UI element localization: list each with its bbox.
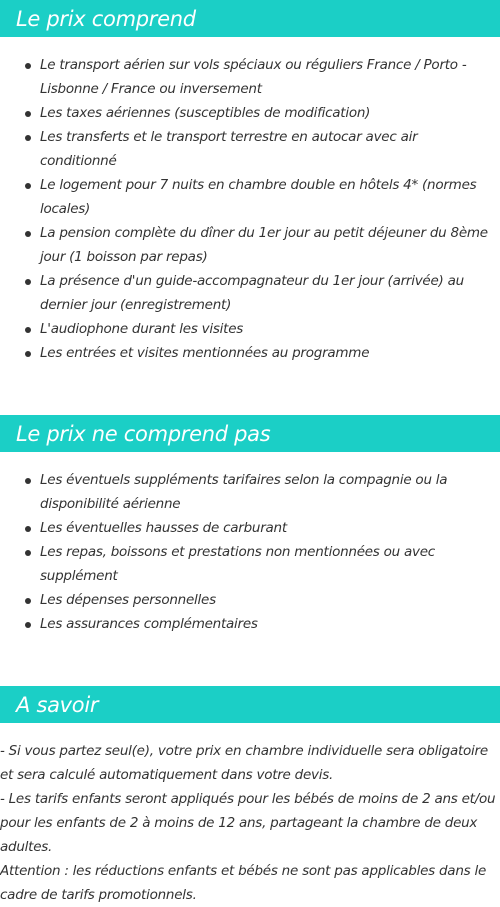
bullet-icon [25,478,31,484]
paragraph: - Les tarifs enfants seront appliqués pour les bébés de moins de 2 ans et/ou pour les enfants de 2 à moins de 12 ans, partageant la chambre de deux adultes. [0,791,496,855]
list-item: Le logement pour 7 nuits en chambre double en hôtels 4* (normes locales) [0,173,500,221]
list-prix-ne-comprend [0,468,500,636]
section-title: Le prix ne comprend pas [16,421,271,446]
list-prix-comprend [0,53,500,365]
bullet-icon [25,550,31,556]
paragraph: Attention : les réductions enfants et bébés ne sont pas applicables dans le cadre de tarifs promotionnels. [0,863,487,903]
section-header-prix-comprend [0,0,500,37]
section-header-a-savoir [0,686,500,723]
list-item: La présence d'un guide-accompagnateur du 1er jour (arrivée) au dernier jour (enregistrement) [0,269,500,317]
section-title: Le prix comprend [16,6,196,31]
list-item: Les dépenses personnelles [0,588,500,612]
list-item: Les éventuelles hausses de carburant [0,516,500,540]
bullet-icon [25,183,31,189]
list-item: Les repas, boissons et prestations non mentionnées ou avec supplément [0,540,500,588]
bullet-icon [25,231,31,237]
bullet-icon [25,598,31,604]
list-item: Les éventuels suppléments tarifaires selon la compagnie ou la disponibilité aérienne [0,468,500,516]
bullet-icon [25,135,31,141]
list-item: Les taxes aériennes (susceptibles de modification) [0,101,500,125]
bullet-icon [25,622,31,628]
section-header-prix-ne-comprend [0,415,500,452]
list-item: Les transferts et le transport terrestre en autocar avec air conditionné [0,125,500,173]
bullet-icon [25,526,31,532]
list-item: La pension complète du dîner du 1er jour au petit déjeuner du 8ème jour (1 boisson par repas) [0,221,500,269]
bullet-icon [25,279,31,285]
section-title: A savoir [16,692,99,717]
list-item: L'audiophone durant les visites [0,317,500,341]
paragraph: - Si vous partez seul(e), votre prix en chambre individuelle sera obligatoire et sera calculé automatiquement dans votre devis. [0,743,488,783]
bullet-icon [25,111,31,117]
list-item: Les assurances complémentaires [0,612,500,636]
bullet-icon [25,351,31,357]
bullet-icon [25,327,31,333]
list-item: Le transport aérien sur vols spéciaux ou réguliers France / Porto - Lisbonne / France ou inversement [0,53,500,101]
list-item: Les entrées et visites mentionnées au programme [0,341,500,365]
bullet-icon [25,63,31,69]
a-savoir-text [0,739,500,907]
